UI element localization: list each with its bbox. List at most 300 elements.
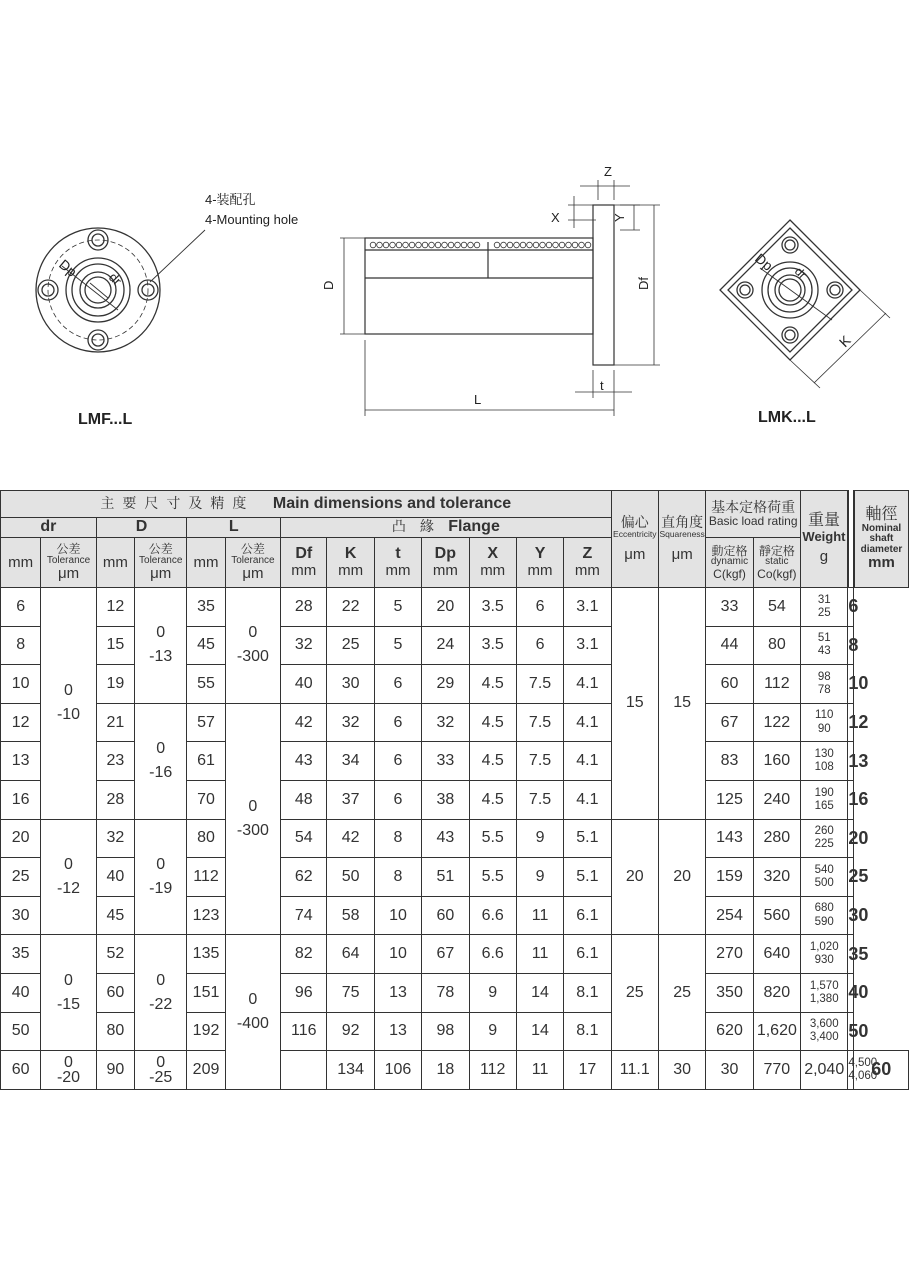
- eccentricity-value: 15: [611, 588, 658, 820]
- dr-value: 25: [1, 858, 41, 897]
- t-value: 5: [374, 626, 421, 665]
- L-tolerance: [225, 703, 280, 935]
- weight-value: [801, 780, 848, 819]
- dr-tolerance-top: 0: [64, 682, 73, 700]
- y-value: 6: [516, 626, 563, 665]
- x-value: 9: [469, 973, 516, 1012]
- table-row: [1, 1051, 909, 1090]
- k-value: 25: [327, 626, 374, 665]
- lmk-model-label: LMK...L: [758, 409, 816, 426]
- nominal-shaft-value: 50: [848, 1012, 854, 1051]
- dr-tolerance-bottom: -20: [56, 1068, 81, 1086]
- D-tolerance-bottom: -16: [149, 764, 173, 782]
- D-value: 40: [96, 858, 134, 897]
- L-value: 123: [187, 896, 225, 935]
- nominal-shaft-header: 軸徑 Nominal shaft diameter mm: [854, 491, 909, 588]
- eccentricity-value: 20: [611, 819, 658, 935]
- weight-value-bottom: 4,060: [848, 1069, 878, 1082]
- z-value: 5.1: [564, 858, 611, 897]
- L-value: 61: [187, 742, 225, 781]
- weight-value: [801, 665, 848, 704]
- dr-tolerance: [41, 819, 96, 935]
- df-value: 43: [281, 742, 327, 781]
- z-dimension-label: Z: [604, 164, 612, 179]
- D-value: 60: [96, 973, 134, 1012]
- z-header: Z mm: [564, 538, 611, 588]
- static-load-header: 靜定格 static Co(kgf): [753, 538, 800, 588]
- eccentricity-header: 偏心 Eccentricity μm: [611, 491, 658, 588]
- L-group-header: L: [187, 518, 281, 538]
- nominal-shaft-value: 25: [848, 858, 854, 897]
- t-value: 6: [374, 742, 421, 781]
- t-dimension-label: t: [600, 378, 604, 393]
- weight-value-top: 1,570: [809, 979, 839, 992]
- nominal-shaft-value: 6: [848, 588, 854, 627]
- D-value: 19: [96, 665, 134, 704]
- L-tolerance-bottom: -300: [236, 648, 269, 666]
- y-header: Y mm: [516, 538, 563, 588]
- weight-value-top: 98: [817, 670, 831, 683]
- weight-value: [801, 973, 848, 1012]
- d-dimension-label: D: [321, 280, 336, 290]
- x-value: 9: [469, 1012, 516, 1051]
- dr-value: 13: [1, 742, 41, 781]
- t-value: 6: [374, 665, 421, 704]
- dynamic-load-value: 254: [706, 896, 753, 935]
- dynamic-load-value: 350: [706, 973, 753, 1012]
- k-value: 64: [327, 935, 374, 974]
- z-value: 4.1: [564, 665, 611, 704]
- y-value: 7.5: [516, 703, 563, 742]
- x-header: X mm: [469, 538, 516, 588]
- table-row: [1, 935, 909, 974]
- dynamic-load-value: 270: [706, 935, 753, 974]
- weight-value-top: 110: [815, 709, 834, 722]
- df-value: 116: [281, 1012, 327, 1051]
- dynamic-load-value: 60: [706, 665, 753, 704]
- dr-value: 50: [1, 1012, 41, 1051]
- table-row: [1, 819, 909, 858]
- z-value: 6.1: [564, 896, 611, 935]
- eccentricity-value: 30: [658, 1051, 705, 1090]
- weight-value-bottom: 3,400: [809, 1031, 839, 1044]
- dp-value: 67: [422, 935, 469, 974]
- y-value: 14: [516, 1012, 563, 1051]
- L-tolerance-bottom: -400: [236, 1015, 269, 1033]
- t-value: 5: [374, 588, 421, 627]
- weight-value-bottom: 930: [814, 954, 834, 967]
- weight-value: [801, 626, 848, 665]
- D-tolerance: [135, 819, 187, 935]
- weight-value-top: 130: [814, 747, 834, 760]
- L-value: 135: [187, 935, 225, 974]
- lmf-model-label: LMF...L: [78, 411, 133, 428]
- D-value: 52: [96, 935, 134, 974]
- dr-value: 30: [1, 896, 41, 935]
- L-value: 209: [187, 1051, 225, 1090]
- static-load-value: 122: [753, 703, 800, 742]
- t-value: 8: [374, 819, 421, 858]
- dr-tolerance: [41, 588, 96, 820]
- t-value: 13: [374, 1012, 421, 1051]
- dynamic-load-value: 33: [706, 588, 753, 627]
- static-load-value: 280: [753, 819, 800, 858]
- dynamic-load-value: 770: [753, 1051, 800, 1090]
- df-header: Df mm: [281, 538, 327, 588]
- x-value: 3.5: [469, 588, 516, 627]
- y-value: 7.5: [516, 665, 563, 704]
- D-tolerance-bottom: -25: [149, 1068, 173, 1086]
- squareness-value: 15: [658, 588, 705, 820]
- x-value: 5.5: [469, 858, 516, 897]
- z-value: 3.1: [564, 588, 611, 627]
- z-value: 4.1: [564, 703, 611, 742]
- weight-value-top: 190: [814, 786, 834, 799]
- D-value: 21: [96, 703, 134, 742]
- dr-value: 16: [1, 780, 41, 819]
- x-value: 4.5: [469, 742, 516, 781]
- dimension-table-wrapper: [0, 490, 910, 1090]
- L-value: 192: [187, 1012, 225, 1051]
- t-value: 13: [374, 973, 421, 1012]
- lmf-dr-label: dr: [105, 269, 125, 289]
- dr-tolerance: [41, 1051, 96, 1090]
- D-group-header: D: [96, 518, 187, 538]
- dp-header: Dp mm: [422, 538, 469, 588]
- dynamic-load-header: 動定格 dynamic C(kgf): [706, 538, 753, 588]
- dp-value: 43: [422, 819, 469, 858]
- t-value: 8: [374, 858, 421, 897]
- df-value: 42: [281, 703, 327, 742]
- nominal-shaft-value: 30: [848, 896, 854, 935]
- lmf-front-view: [36, 228, 205, 352]
- table-row: [1, 703, 909, 742]
- df-value: 48: [281, 780, 327, 819]
- df-value: 96: [281, 973, 327, 1012]
- dynamic-load-value: 620: [706, 1012, 753, 1051]
- k-value: 106: [374, 1051, 421, 1090]
- weight-value-bottom: 1,380: [809, 992, 839, 1005]
- weight-value-bottom: 165: [814, 799, 834, 812]
- x-value: 4.5: [469, 780, 516, 819]
- weight-value-top: 540: [814, 863, 834, 876]
- D-tolerance-header: 公差 Tolerance μm: [135, 538, 187, 588]
- y-value: 17: [564, 1051, 611, 1090]
- L-tolerance-top: 0: [248, 991, 258, 1009]
- weight-value-bottom: 108: [814, 761, 834, 774]
- t-header: t mm: [374, 538, 421, 588]
- z-value: 8.1: [564, 1012, 611, 1051]
- k-header: K mm: [327, 538, 374, 588]
- static-load-value: 560: [753, 896, 800, 935]
- z-value: 4.1: [564, 742, 611, 781]
- nominal-shaft-value: 35: [848, 935, 854, 974]
- dr-mm-header: mm: [1, 538, 41, 588]
- D-value: 12: [96, 588, 134, 627]
- D-tolerance: [135, 588, 187, 704]
- nominal-shaft-value: 10: [848, 665, 854, 704]
- weight-value: [801, 1012, 848, 1051]
- dp-value: 51: [422, 858, 469, 897]
- D-tolerance-top: 0: [156, 855, 166, 873]
- mounting-hole-cn-label: 4-装配孔: [205, 192, 256, 207]
- L-tolerance-top: 0: [248, 624, 258, 642]
- mounting-hole-en-label: 4-Mounting hole: [205, 212, 299, 227]
- D-value: 28: [96, 780, 134, 819]
- l-dimension-label: L: [474, 392, 482, 407]
- k-value: 42: [327, 819, 374, 858]
- df-dimension-label: Df: [636, 277, 651, 290]
- df-value: 82: [281, 935, 327, 974]
- weight-value-bottom: 25: [817, 606, 831, 619]
- L-mm-header: mm: [187, 538, 225, 588]
- eccentricity-value: 25: [611, 935, 658, 1051]
- dr-value: 20: [1, 819, 41, 858]
- k-value: 58: [327, 896, 374, 935]
- squareness-value: 25: [658, 935, 705, 1051]
- weight-value-top: 3,600: [809, 1018, 839, 1031]
- y-value: 9: [516, 858, 563, 897]
- dr-tolerance-bottom: -12: [56, 879, 81, 897]
- nominal-shaft-value: 16: [848, 780, 854, 819]
- static-load-value: 820: [753, 973, 800, 1012]
- D-tolerance-bottom: -22: [149, 995, 173, 1013]
- D-mm-header: mm: [96, 538, 134, 588]
- L-value: 57: [187, 703, 225, 742]
- k-value: 34: [327, 742, 374, 781]
- dr-value: 60: [1, 1051, 41, 1090]
- L-value: 35: [187, 588, 225, 627]
- L-tolerance-header: 公差 Tolerance μm: [225, 538, 280, 588]
- D-tolerance: [135, 935, 187, 1051]
- dr-value: 8: [1, 626, 41, 665]
- k-value: 92: [327, 1012, 374, 1051]
- k-dimension-label: K: [835, 332, 854, 351]
- weight-value: [801, 819, 848, 858]
- basic-load-rating-header: 基本定格荷重 Basic load rating: [706, 491, 801, 538]
- dp-value: 38: [422, 780, 469, 819]
- weight-value-bottom: 225: [814, 838, 834, 851]
- dynamic-load-value: 67: [706, 703, 753, 742]
- dr-tolerance-bottom: -10: [56, 706, 81, 724]
- L-tolerance-bottom: -300: [236, 822, 269, 840]
- ball-rows: [370, 242, 591, 248]
- z-value: 11.1: [611, 1051, 658, 1090]
- D-value: 90: [96, 1051, 134, 1090]
- D-value: 45: [96, 896, 134, 935]
- z-value: 8.1: [564, 973, 611, 1012]
- dp-value: 33: [422, 742, 469, 781]
- t-value: 6: [374, 780, 421, 819]
- L-value: 45: [187, 626, 225, 665]
- squareness-header: 直角度 Squareness μm: [658, 491, 705, 588]
- k-value: 37: [327, 780, 374, 819]
- x-value: 4.5: [469, 703, 516, 742]
- k-value: 32: [327, 703, 374, 742]
- y-value: 7.5: [516, 742, 563, 781]
- L-tolerance: [225, 935, 280, 1089]
- dp-value: 78: [422, 973, 469, 1012]
- flange-group-header: 凸 緣 Flange: [281, 518, 612, 538]
- nominal-shaft-value: 60: [854, 1051, 909, 1090]
- weight-value-top: 260: [814, 825, 834, 838]
- L-value: 70: [187, 780, 225, 819]
- weight-value: [801, 896, 848, 935]
- weight-value: [801, 935, 848, 974]
- dr-tolerance-top: 0: [64, 1053, 73, 1071]
- dp-value: 112: [469, 1051, 516, 1090]
- dr-group-header: dr: [1, 518, 97, 538]
- D-tolerance-bottom: -19: [149, 879, 173, 897]
- lmk-dp-label: Dp: [752, 250, 777, 274]
- weight-value-top: 51: [817, 632, 831, 645]
- z-value: 3.1: [564, 626, 611, 665]
- nominal-shaft-value: 20: [848, 819, 854, 858]
- D-tolerance-top: 0: [156, 624, 166, 642]
- static-load-value: 160: [753, 742, 800, 781]
- weight-value-bottom: 43: [817, 645, 831, 658]
- dynamic-load-value: 83: [706, 742, 753, 781]
- nominal-shaft-value: 8: [848, 626, 854, 665]
- x-value: 11: [516, 1051, 563, 1090]
- dr-value: 10: [1, 665, 41, 704]
- weight-value-top: 4,500: [848, 1056, 878, 1069]
- y-value: 6: [516, 588, 563, 627]
- dp-value: 20: [422, 588, 469, 627]
- lmk-front-view: [720, 220, 890, 388]
- dynamic-load-value: 143: [706, 819, 753, 858]
- weight-value-top: 31: [817, 593, 831, 606]
- weight-value: [801, 588, 848, 627]
- t-value: 18: [422, 1051, 469, 1090]
- static-load-value: 1,620: [753, 1012, 800, 1051]
- dr-value: 35: [1, 935, 41, 974]
- dr-tolerance-bottom: -15: [56, 995, 81, 1013]
- dr-tolerance-header: 公差 Tolerance μm: [41, 538, 96, 588]
- x-dimension-label: X: [551, 210, 560, 225]
- weight-value: [801, 742, 848, 781]
- dp-value: 32: [422, 703, 469, 742]
- dr-tolerance-top: 0: [64, 971, 73, 989]
- L-tolerance: [225, 588, 280, 704]
- main-dimensions-header: 主要尺寸及精度 Main dimensions and tolerance: [1, 491, 612, 518]
- dr-tolerance: [41, 935, 96, 1051]
- t-value: 6: [374, 703, 421, 742]
- static-load-value: 320: [753, 858, 800, 897]
- y-value: 11: [516, 896, 563, 935]
- df-value: 28: [281, 588, 327, 627]
- nominal-shaft-value: 40: [848, 973, 854, 1012]
- dimension-table-body: [1, 588, 909, 1090]
- static-load-value: 80: [753, 626, 800, 665]
- D-tolerance-top: 0: [156, 740, 166, 758]
- t-value: 10: [374, 935, 421, 974]
- dp-value: 60: [422, 896, 469, 935]
- k-value: 75: [327, 973, 374, 1012]
- static-load-value: 112: [753, 665, 800, 704]
- df-value: 134: [327, 1051, 374, 1090]
- dynamic-load-value: 159: [706, 858, 753, 897]
- dr-value: 12: [1, 703, 41, 742]
- D-tolerance: [135, 1051, 187, 1090]
- z-value: 5.1: [564, 819, 611, 858]
- df-value: 32: [281, 626, 327, 665]
- y-value: 14: [516, 973, 563, 1012]
- technical-drawing: [0, 150, 920, 450]
- squareness-value: 20: [658, 819, 705, 935]
- k-value: 22: [327, 588, 374, 627]
- L-value: 112: [187, 858, 225, 897]
- k-value: 30: [327, 665, 374, 704]
- dp-value: 98: [422, 1012, 469, 1051]
- table-row: [1, 588, 909, 627]
- z-value: 4.1: [564, 780, 611, 819]
- weight-value: [801, 703, 848, 742]
- df-value: 40: [281, 665, 327, 704]
- L-value: 151: [187, 973, 225, 1012]
- y-value: 7.5: [516, 780, 563, 819]
- weight-value-bottom: 78: [817, 683, 831, 696]
- z-value: 6.1: [564, 935, 611, 974]
- weight-value-bottom: 90: [817, 722, 831, 735]
- D-value: 15: [96, 626, 134, 665]
- D-value: 32: [96, 819, 134, 858]
- df-value: 74: [281, 896, 327, 935]
- lmf-dp-label: Dp: [56, 256, 81, 280]
- weight-value-top: 1,020: [809, 940, 839, 953]
- D-tolerance-top: 0: [156, 1053, 166, 1071]
- D-tolerance-bottom: -13: [149, 648, 173, 666]
- dr-value: 6: [1, 588, 41, 627]
- D-tolerance-top: 0: [156, 971, 166, 989]
- L-tolerance-top: 0: [248, 798, 258, 816]
- dp-value: 29: [422, 665, 469, 704]
- dynamic-load-value: 44: [706, 626, 753, 665]
- dp-value: 24: [422, 626, 469, 665]
- weight-header: 重量 Weight g: [801, 491, 848, 588]
- static-load-value: 54: [753, 588, 800, 627]
- squareness-value: 30: [706, 1051, 753, 1090]
- weight-value: [801, 858, 848, 897]
- static-load-value: 2,040: [801, 1051, 848, 1090]
- dimension-table: [0, 490, 909, 1090]
- D-value: 23: [96, 742, 134, 781]
- t-value: 10: [374, 896, 421, 935]
- y-value: 9: [516, 819, 563, 858]
- x-value: 3.5: [469, 626, 516, 665]
- dr-value: 40: [1, 973, 41, 1012]
- x-value: 4.5: [469, 665, 516, 704]
- y-value: 11: [516, 935, 563, 974]
- k-value: 50: [327, 858, 374, 897]
- L-tolerance-empty: [281, 1051, 327, 1090]
- x-value: 6.6: [469, 935, 516, 974]
- D-tolerance: [135, 703, 187, 819]
- x-value: 5.5: [469, 819, 516, 858]
- static-load-value: 240: [753, 780, 800, 819]
- x-value: 6.6: [469, 896, 516, 935]
- drawing-area: [0, 150, 920, 450]
- weight-value-bottom: 500: [814, 876, 834, 889]
- y-dimension-label: Y: [612, 213, 627, 222]
- L-value: 80: [187, 819, 225, 858]
- D-value: 80: [96, 1012, 134, 1051]
- weight-value-bottom: 590: [814, 915, 834, 928]
- dr-tolerance-top: 0: [64, 855, 73, 873]
- nominal-shaft-value: 12: [848, 703, 854, 742]
- df-value: 54: [281, 819, 327, 858]
- dynamic-load-value: 125: [706, 780, 753, 819]
